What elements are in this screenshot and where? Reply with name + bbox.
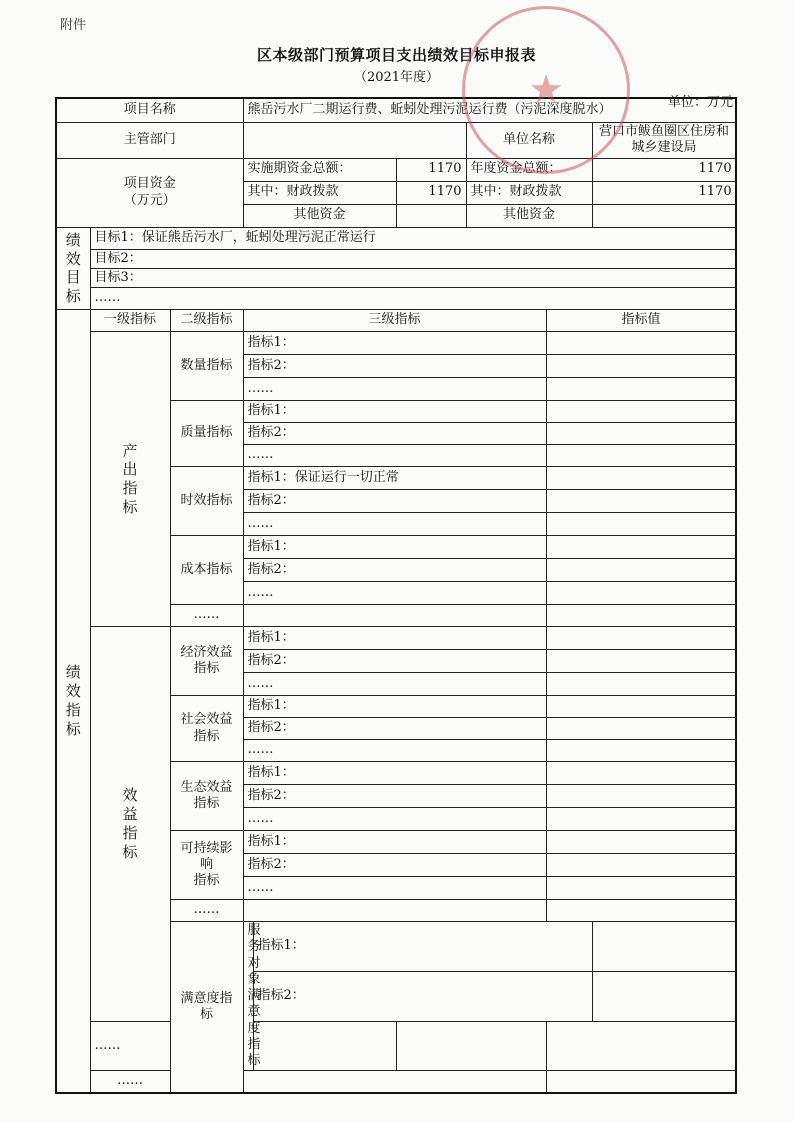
indicator-item: 指标1：保证运行一切正常	[243, 467, 546, 490]
indicator-item: 指标1：	[243, 332, 546, 355]
other-funds-value	[396, 204, 466, 227]
indicator-item: ……	[243, 673, 546, 696]
dept-label: 主管部门	[56, 122, 243, 158]
indicator-value	[546, 582, 736, 605]
indicator-item: 指标1：	[253, 922, 592, 972]
project-name-label: 项目名称	[56, 98, 243, 122]
indicator-value	[546, 467, 736, 490]
page-title: 区本级部门预算项目支出绩效目标申报表	[256, 46, 536, 64]
ecological-benefit-label: 生态效益 指标	[170, 762, 243, 831]
indicator-item: 指标2：	[243, 718, 546, 740]
indicator-item	[243, 1071, 546, 1093]
value-header: 指标值	[546, 310, 736, 332]
indicator-value	[546, 854, 736, 877]
indicator-value	[546, 740, 736, 762]
indicator-value	[546, 696, 736, 718]
indicator-item: 指标2：	[243, 650, 546, 673]
indicator-item	[243, 900, 546, 922]
goal-item: 目标3：	[90, 268, 736, 287]
social-benefit-label: 社会效益 指标	[170, 696, 243, 762]
indicator-value	[546, 605, 736, 627]
timeliness-indicator-label: 时效指标	[170, 467, 243, 536]
indicator-value	[592, 971, 736, 1021]
goals-label: 绩 效 目 标	[56, 227, 90, 310]
satisfaction-indicators-label: 满意度指标	[170, 922, 243, 1093]
performance-target-table	[55, 97, 737, 1094]
indicator-value	[546, 445, 736, 467]
benefit-indicators-label: 效 益 指 标	[90, 627, 170, 1022]
quantity-indicator-label: 数量指标	[170, 332, 243, 401]
cost-indicator-label: 成本指标	[170, 536, 243, 605]
indicator-item: 指标1：	[243, 762, 546, 785]
page-subtitle: （2021年度）	[353, 70, 440, 85]
more-benefit-indicators: ……	[170, 900, 243, 922]
service-satisfaction-label: 服务对象 满意度指 标	[243, 922, 253, 1071]
funds-label-line1: 项目资金	[123, 176, 176, 192]
quality-indicator-label: 质量指标	[170, 401, 243, 467]
indicator-value	[546, 423, 736, 445]
annual-fiscal-label: 其中：财政拨款	[466, 181, 592, 204]
fiscal-funds-label: 其中：财政拨款	[243, 181, 396, 204]
project-name-value: 熊岳污水厂二期运行费、蚯蚓处理污泥运行费（污泥深度脱水）	[243, 98, 736, 122]
indicator-value	[546, 1071, 736, 1093]
indicator-value	[546, 490, 736, 513]
goal-item: 目标2：	[90, 249, 736, 268]
dept-value	[243, 122, 466, 158]
indicator-item: 指标2：	[243, 423, 546, 445]
indicator-value	[546, 513, 736, 536]
other-funds-label: 其他资金	[243, 204, 396, 227]
indicator-value	[546, 650, 736, 673]
output-indicators-label: 产 出 指 标	[90, 332, 170, 627]
indicator-item: ……	[243, 513, 546, 536]
annual-total-value: 1170	[592, 158, 736, 181]
goal-item: ……	[90, 288, 736, 310]
annual-fiscal-value: 1170	[592, 181, 736, 204]
level3-header: 三级指标	[243, 310, 546, 332]
indicator-item: ……	[243, 808, 546, 831]
indicator-item	[243, 605, 546, 627]
indicator-value	[592, 922, 736, 972]
total-funds-label: 实施期资金总额：	[243, 158, 396, 181]
annual-other-value	[592, 204, 736, 227]
level1-header: 一级指标	[90, 310, 170, 332]
indicator-item: 指标1：	[243, 696, 546, 718]
indicator-value	[546, 536, 736, 559]
unit-name-label: 单位名称	[466, 122, 592, 158]
indicator-value	[546, 378, 736, 401]
indicator-value	[546, 900, 736, 922]
indicator-item: 指标1：	[243, 627, 546, 650]
indicators-section-label: 绩 效 指 标	[56, 310, 90, 1093]
indicator-item: ……	[90, 1021, 396, 1071]
indicator-value	[546, 831, 736, 854]
attachment-label: 附件	[60, 18, 87, 33]
indicator-value	[546, 785, 736, 808]
unit-name-value: 营口市鲅鱼圈区住房和城乡建设局	[592, 122, 736, 158]
indicator-item: 指标2：	[243, 355, 546, 378]
goal-item: 目标1：保证熊岳污水厂，蚯蚓处理污泥正常运行	[90, 227, 736, 249]
indicator-value	[546, 808, 736, 831]
indicator-item: ……	[243, 378, 546, 401]
indicator-item: 指标1：	[243, 831, 546, 854]
indicator-value	[546, 401, 736, 423]
funds-label-line2: （万元）	[123, 192, 176, 208]
unit-label: 单位：万元	[667, 95, 733, 110]
indicator-value	[546, 355, 736, 378]
indicator-value	[546, 332, 736, 355]
indicator-item: 指标2：	[243, 490, 546, 513]
funds-label	[56, 158, 243, 227]
indicator-value	[546, 877, 736, 900]
sustainable-impact-label: 可持续影 响 指标	[170, 831, 243, 900]
indicator-value	[546, 559, 736, 582]
annual-total-label: 年度资金总额：	[466, 158, 592, 181]
economic-benefit-label: 经济效益 指标	[170, 627, 243, 696]
indicator-item: ……	[243, 582, 546, 605]
indicator-item: 指标2：	[243, 559, 546, 582]
more-output-indicators: ……	[170, 605, 243, 627]
indicator-value	[546, 718, 736, 740]
level2-header: 二级指标	[170, 310, 243, 332]
indicator-value	[546, 627, 736, 650]
indicator-item: 指标2：	[243, 785, 546, 808]
indicator-item: ……	[243, 740, 546, 762]
seal-star-icon: ★	[528, 67, 564, 113]
annual-other-label: 其他资金	[466, 204, 592, 227]
more-satisfaction-indicators: ……	[90, 1071, 170, 1093]
indicator-value	[396, 1021, 546, 1071]
indicator-item: 指标1：	[243, 536, 546, 559]
indicator-item: 指标2：	[243, 854, 546, 877]
indicator-item: ……	[243, 877, 546, 900]
indicator-value	[546, 673, 736, 696]
indicator-item: ……	[243, 445, 546, 467]
indicator-item: 指标2：	[253, 971, 592, 1021]
indicator-value	[546, 762, 736, 785]
total-funds-value: 1170	[396, 158, 466, 181]
indicator-item: 指标1：	[243, 401, 546, 423]
fiscal-funds-value: 1170	[396, 181, 466, 204]
